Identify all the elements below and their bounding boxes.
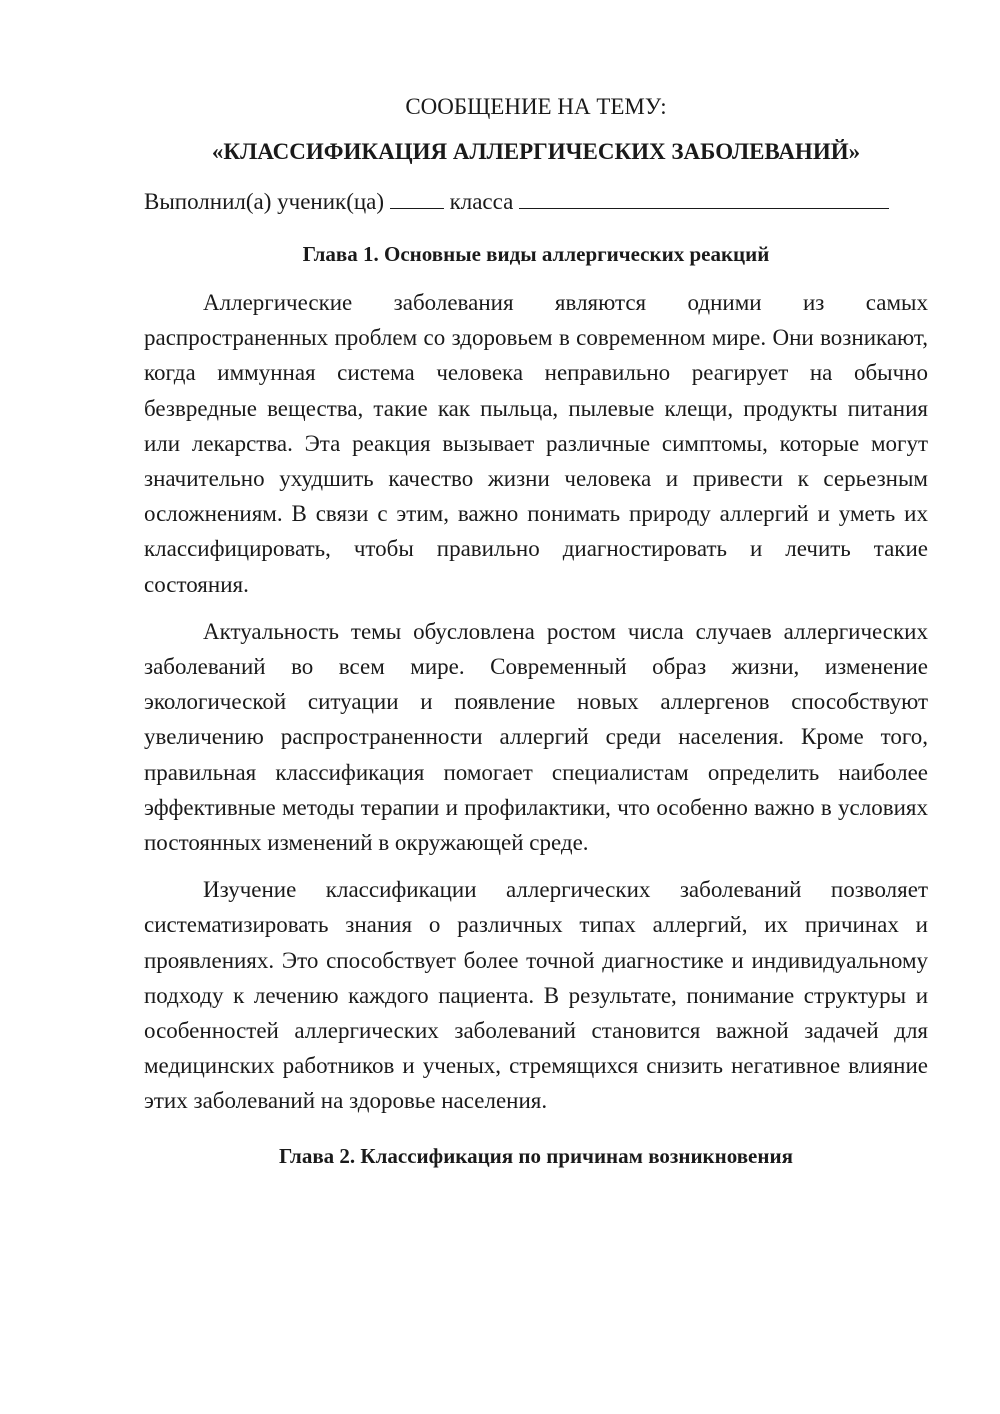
- document-page: [144, 92, 928, 1171]
- class-number-blank[interactable]: [390, 186, 444, 209]
- author-class-word: класса: [449, 189, 514, 214]
- topic-line: СООБЩЕНИЕ НА ТЕМУ:: [405, 94, 667, 119]
- chapter-1-paragraph-3: Изучение классификации аллергических заболеваний позволяет систематизировать знания о различных типах аллергий, их причинах и проявлениях. Это способствует более точной диагностике и индивидуальному подходу к лечению каждого пациента. В результате, понимание структуры и особенностей аллергических заболеваний становится важной задачей для медицинских работников и ученых, стремящихся снизить негативное влияние этих заболеваний на здоровье населения.: [144, 877, 928, 1114]
- author-prefix: Выполнил(а) ученик(ца): [144, 189, 385, 214]
- chapter-2-heading: Глава 2. Классификация по причинам возникновения: [279, 1143, 793, 1168]
- document-title: «КЛАССИФИКАЦИЯ АЛЛЕРГИЧЕСКИХ ЗАБОЛЕВАНИЙ»: [211, 139, 861, 164]
- author-line: [144, 186, 928, 217]
- author-name-blank[interactable]: [519, 186, 889, 209]
- chapter-1-heading: Глава 1. Основные виды аллергических реакций: [302, 242, 770, 266]
- chapter-1-paragraph-1: Аллергические заболевания являются одними из самых распространенных проблем со здоровьем в современном мире. Они возникают, когда иммунная система человека неправильно реагирует на обычно безвредные вещества, такие как пыльца, пылевые клещи, продукты питания или лекарства. Эта реакция вызывает различные симптомы, которые могут значительно ухудшить качество жизни человека и привести к серьезным осложнениям. В связи с этим, важно понимать природу аллергий и уметь их классифицировать, чтобы правильно диагностировать и лечить такие состояния.: [144, 290, 928, 597]
- chapter-1-paragraph-2: Актуальность темы обусловлена ростом числа случаев аллергических заболеваний во всем мире. Современный образ жизни, изменение экологической ситуации и появление новых аллергенов способствуют увеличению распространенности аллергий среди населения. Кроме того, правильная классификация помогает специалистам определить наиболее эффективные методы терапии и профилактики, что особенно важно в условиях постоянных изменений в окружающей среде.: [144, 618, 928, 856]
